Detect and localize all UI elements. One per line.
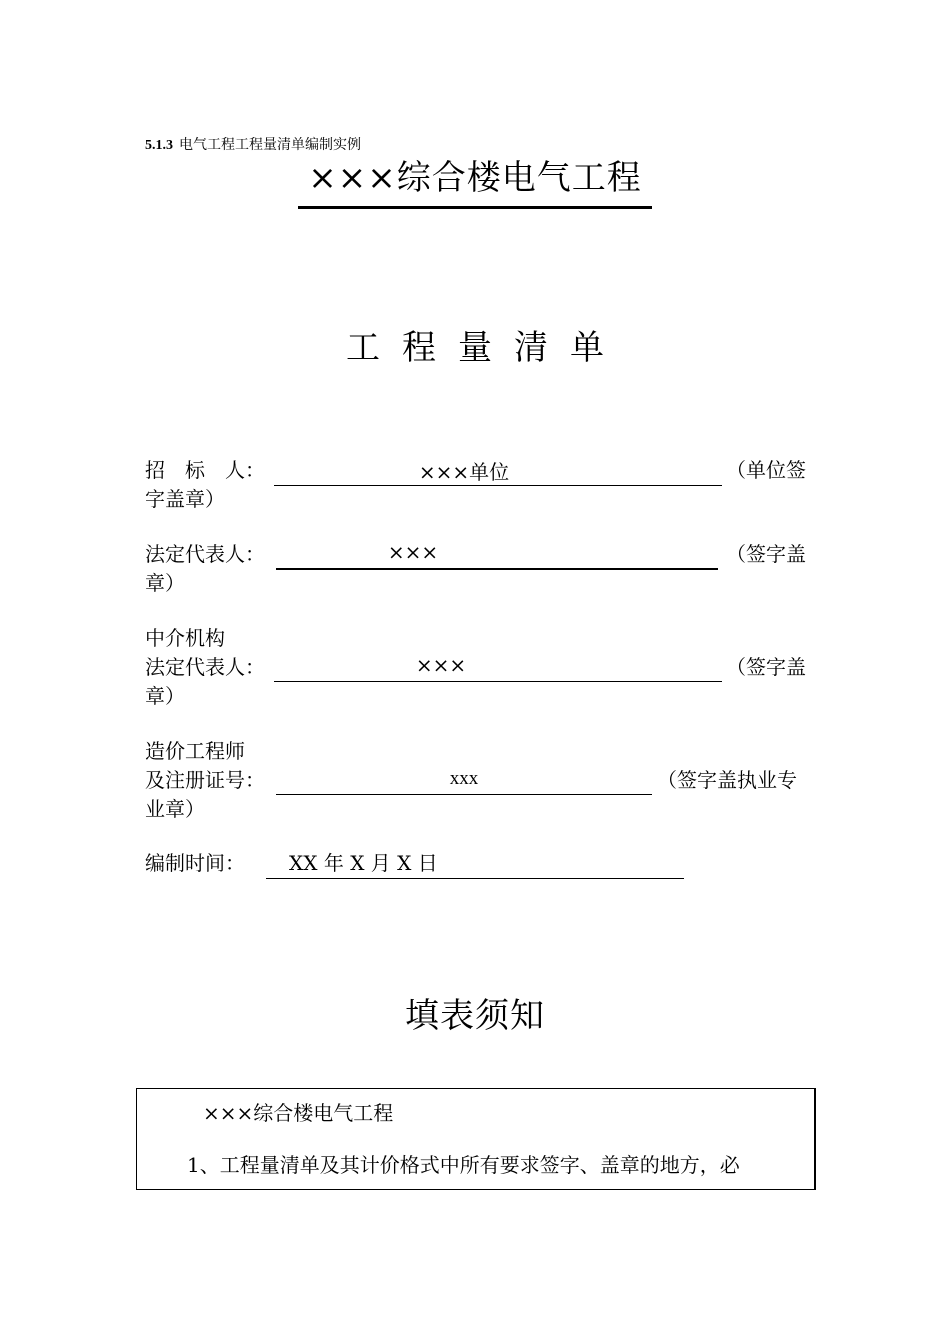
- field-label: 法定代表人：: [145, 542, 265, 566]
- notice-box: [136, 1088, 816, 1190]
- section-number: 5.1.3: [145, 138, 173, 153]
- notice-title: 填表须知: [405, 996, 545, 1036]
- field-label: 及注册证号：: [145, 768, 265, 792]
- field-label: 招 标 人：: [145, 458, 265, 482]
- field-label: 法定代表人：: [145, 655, 265, 679]
- field-value: ×××: [415, 653, 467, 677]
- field-value: XX 年 X 月 X 日: [289, 851, 438, 875]
- signature-line: [274, 485, 722, 486]
- field-note-continued: 章）: [145, 571, 185, 595]
- signature-line: [276, 794, 652, 795]
- field-label-line-1: 中介机构: [145, 626, 225, 650]
- field-note-continued: 章）: [145, 684, 185, 708]
- field-note: （单位签: [726, 458, 806, 482]
- signature-line: [276, 568, 718, 570]
- signature-line: [274, 681, 722, 682]
- project-title: ×××综合楼电气工程: [308, 158, 642, 198]
- field-value: xxx: [449, 768, 479, 789]
- field-note-continued: 字盖章）: [145, 487, 225, 511]
- notice-line: ×××综合楼电气工程: [203, 1101, 394, 1125]
- field-label-line-1: 造价工程师: [145, 739, 245, 763]
- field-value: ×××单位: [418, 460, 510, 484]
- field-value: ×××: [387, 540, 439, 564]
- field-note: （签字盖执业专: [657, 768, 797, 792]
- project-title-underline: [298, 206, 652, 209]
- document-title: 工程量清单: [346, 328, 626, 368]
- section-title: 电气工程工程量清单编制实例: [179, 137, 361, 153]
- field-note-continued: 业章）: [145, 797, 205, 821]
- notice-line: 1、工程量清单及其计价格式中所有要求签字、盖章的地方，必: [187, 1153, 740, 1177]
- field-label: 编制时间：: [145, 851, 245, 875]
- field-note: （签字盖: [726, 542, 806, 566]
- date-line: [266, 878, 684, 879]
- field-note: （签字盖: [726, 655, 806, 679]
